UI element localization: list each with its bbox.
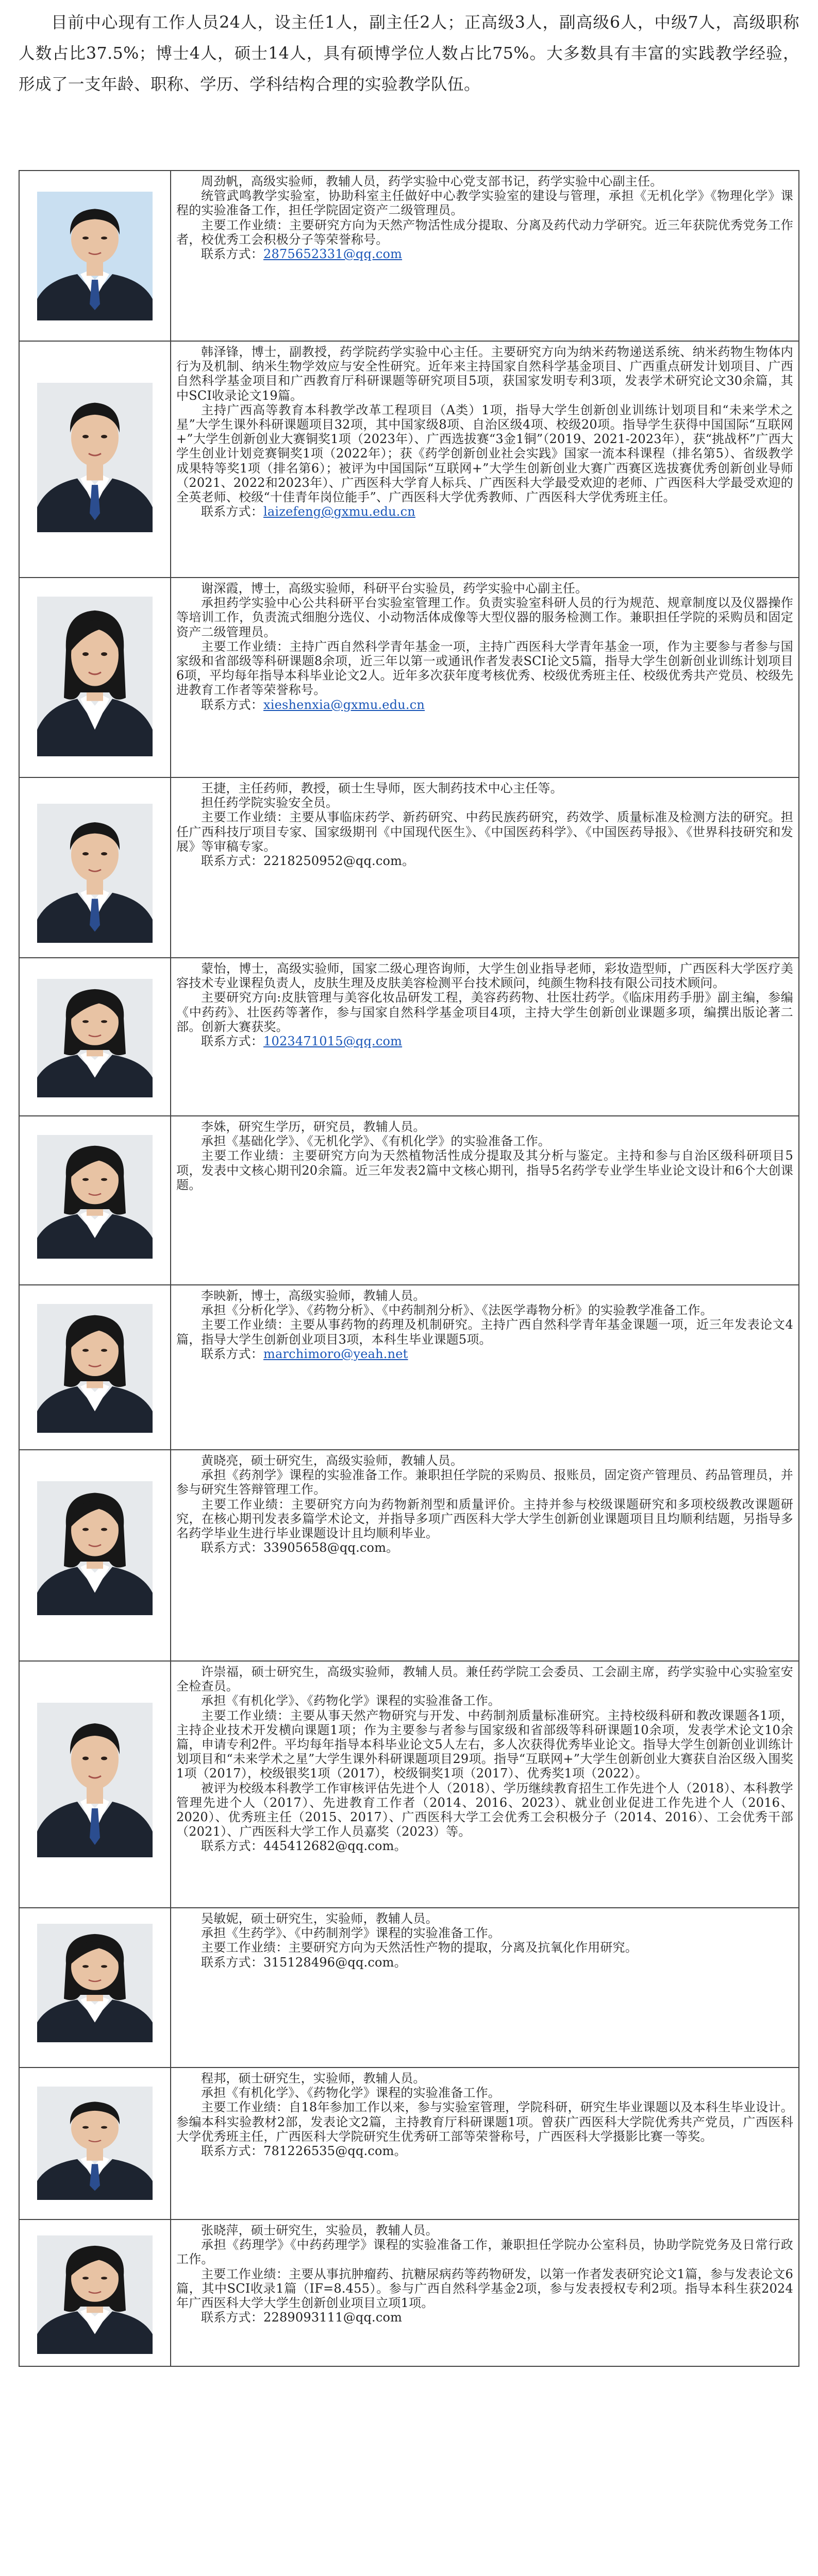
bio-cell xyxy=(171,578,799,777)
contact-label: 联系方式： xyxy=(201,854,263,869)
photo-cell xyxy=(19,1661,171,1908)
photo-cell xyxy=(19,777,171,958)
photo-cell xyxy=(19,341,171,578)
bio-cell xyxy=(171,2067,799,2219)
bio-paragraph: 谢深霞，博士，高级实验师，科研平台实验员，药学实验中心副主任。 xyxy=(201,581,588,596)
photo-cell xyxy=(19,958,171,1116)
portrait-photo xyxy=(37,804,153,943)
bio-paragraph: 吴敏妮，硕士研究生，实验师，教辅人员。 xyxy=(201,1911,438,1926)
photo-cell xyxy=(19,578,171,777)
bio-cell xyxy=(171,1661,799,1908)
contact-label: 联系方式： xyxy=(201,697,263,712)
contact-line xyxy=(176,247,793,261)
contact-line xyxy=(176,1034,793,1048)
portrait-photo xyxy=(37,1924,153,2042)
contact-line xyxy=(176,1540,793,1555)
bio-paragraph: 李映新，博士，高级实验师，教辅人员。 xyxy=(201,1289,426,1303)
bio-paragraph: 张晓萍，硕士研究生，实验员，教辅人员。 xyxy=(201,2223,438,2238)
bio-paragraph: 李姝，研究生学历，研究员，教辅人员。 xyxy=(201,1120,426,1134)
contact-line xyxy=(176,854,793,868)
bio-paragraph: 韩泽锋，博士，副教授，药学院药学实验中心主任。主要研究方向为纳米药物递送系统、纳米药物生物体内行为及机制、纳米生物学效应与安全性研究。近年来主持国家自然科学基金项目、广西重点研发计划项目、广西自然科学基金项目和广西教育厅科研课题等研究项目5项，获国家发明专利3项，发表学术研究论文30余篇，其中SCI收录论文19篇。 xyxy=(176,345,793,403)
portrait-photo xyxy=(37,1135,153,1259)
photo-cell xyxy=(19,171,171,341)
bio-paragraph: 蒙怡，博士，高级实验师，国家二级心理咨询师，大学生创业指导老师，彩妆造型师，广西医科大学医疗美容技术专业课程负责人，皮肤生理及皮肤美容检测平台技术顾问，纯颜生物科技有限公司技术顾问。 xyxy=(176,961,793,991)
bio-paragraph: 主要工作业绩：主要从事药物的药理及机制研究。主持广西自然科学青年基金课题一项，近三年发表论文4篇，指导大学生创新创业项目3项，本科生毕业课题5项。 xyxy=(176,1317,793,1347)
contact-label: 联系方式： xyxy=(201,247,263,262)
staff-row xyxy=(19,2219,799,2366)
bio-paragraph: 主要研究方向:皮肤管理与美容化妆品研发工程，美容药药物、壮医壮药学。《临床用药手册》副主编，参编《中药药》、壮医药等著作，参与国家自然科学基金项目4项，主持大学生创新创业课题多项，编撰出版论著二部。创新大赛获奖。 xyxy=(176,990,793,1034)
email-link[interactable]: xieshenxia@gxmu.edu.cn xyxy=(263,697,425,712)
portrait-photo xyxy=(37,1481,153,1615)
portrait-photo xyxy=(37,383,153,532)
bio-cell xyxy=(171,1285,799,1450)
bio-paragraph: 主要工作业绩：主持广西自然科学青年基金一项，主持广西医科大学青年基金一项，作为主要参与者参与国家级和省部级等科研课题8余项，近三年以第一或通讯作者发表SCI论文5篇，指导大学生创新创业训练计划项目6项，平均每年指导本科毕业论文2人。近年多次获年度考核优秀、校级优秀班主任、校级优秀共产党员、校级先进教育工作者等荣誉称号。 xyxy=(176,639,793,698)
photo-cell xyxy=(19,1450,171,1661)
portrait-photo xyxy=(37,1703,153,1857)
contact-value: 315128496@qq.com。 xyxy=(263,1955,407,1970)
contact-line xyxy=(176,1347,793,1361)
email-link[interactable]: marchimoro@yeah.net xyxy=(263,1346,408,1361)
staff-row xyxy=(19,1116,799,1285)
bio-paragraph: 主要工作业绩：主要研究方向为天然产物活性成分提取、分离及药代动力学研究。近三年获院优秀党务工作者，校优秀工会积极分子等荣誉称号。 xyxy=(176,217,793,247)
bio-paragraph: 主要工作业绩：主要从事抗肿瘤药、抗糖尿病药等药物研发，以第一作者发表研究论文1篇，参与发表论文6篇，其中SCI收录1篇（IF=8.455）。参与广西自然科学基金2项，参与发表授权专利2项。指导本科生获2024年广西医科大学大学生创新创业项目立项1项。 xyxy=(176,2266,793,2311)
contact-value: 2289093111@qq.com xyxy=(263,2310,403,2325)
staff-row xyxy=(19,578,799,777)
staff-row xyxy=(19,1285,799,1450)
staff-row xyxy=(19,1450,799,1661)
bio-cell xyxy=(171,171,799,341)
contact-label: 联系方式： xyxy=(201,1955,263,1970)
bio-cell xyxy=(171,958,799,1116)
bio-paragraph: 承担《药剂学》课程的实验准备工作。兼职担任学院的采购员、报账员，固定资产管理员、药品管理员，并参与研究生答辩管理工作。 xyxy=(176,1468,793,1497)
photo-cell xyxy=(19,1908,171,2067)
bio-paragraph: 承担《有机化学》、《药物化学》课程的实验准备工作。 xyxy=(201,1693,500,1708)
staff-row xyxy=(19,171,799,341)
bio-paragraph: 主持广西高等教育本科教学改革工程项目（A类）1项，指导大学生创新创业训练计划项目和“未来学术之星”大学生课外科研课题项目32项，其中国家级8项、自治区级4项、校级20项。指导学生获得中国国际“互联网+”大学生创新创业大赛铜奖1项（2023年）、广西选拔赛“3金1铜”（2019、2021-2023年），获“挑战杯”广西大学生创业计划竞赛铜奖1项（2022年）；获《药学创新创业社会实践》国家一流本科课程（排名第5）、省级教学成果特等奖1项（排名第6）；被评为中国国际“互联网+”大学生创新创业大赛广西赛区选拔赛优秀创新创业导师（2021、2022和2023年）、广西医科大学育人标兵、广西医科大学最受欢迎的老师、广西医科大学最受欢迎的全英老师、校级“十佳青年岗位能手”、广西医科大学优秀教师、广西医科大学优秀班主任。 xyxy=(176,402,793,505)
intro-paragraph: 目前中心现有工作人员24人，设主任1人，副主任2人；正高级3人，副高级6人，中级7人，高级职称人数占比37.5%；博士4人，硕士14人，具有硕博学位人数占比75%。大多数具有丰富的实践教学经验，形成了一支年龄、职称、学历、学科结构合理的实验教学队伍。 xyxy=(19,13,799,94)
staff-row xyxy=(19,2067,799,2219)
email-link[interactable]: 1023471015@qq.com xyxy=(263,1034,403,1049)
bio-cell xyxy=(171,777,799,958)
contact-label: 联系方式： xyxy=(201,504,263,519)
photo-cell xyxy=(19,1116,171,1285)
bio-paragraph: 黄晓亮，硕士研究生，高级实验师，教辅人员。 xyxy=(201,1453,463,1468)
bio-paragraph: 程邦，硕士研究生，实验师，教辅人员。 xyxy=(201,2071,426,2086)
contact-label: 联系方式： xyxy=(201,2310,263,2325)
bio-paragraph: 主要工作业绩：主要研究方向为天然植物活性成分提取及其分析与鉴定。主持和参与自治区级科研项目5项，发表中文核心期刊20余篇。近三年发表2篇中文核心期刊，指导5名药学专业学生毕业论文设计和6个大创课题。 xyxy=(176,1148,793,1192)
contact-value: 445412682@qq.com。 xyxy=(263,1839,407,1854)
bio-paragraph: 统管武鸣教学实验室，协助科室主任做好中心教学实验室的建设与管理，承担《无机化学》《物理化学》课程的实验准备工作，担任学院固定资产二级管理员。 xyxy=(176,189,793,218)
bio-paragraph: 王捷，主任药师，教授，硕士生导师，医大制药技术中心主任等。 xyxy=(201,781,563,795)
email-link[interactable]: laizefeng@gxmu.edu.cn xyxy=(263,504,415,519)
bio-paragraph: 主要工作业绩：主要研究方向为天然活性产物的提取，分离及抗氧化作用研究。 xyxy=(201,1940,638,1955)
contact-label: 联系方式： xyxy=(201,1346,263,1361)
contact-line xyxy=(176,698,793,712)
portrait-photo xyxy=(37,2235,153,2354)
portrait-photo xyxy=(37,192,153,320)
bio-paragraph: 担任药学院实验安全员。 xyxy=(201,795,339,810)
photo-cell xyxy=(19,2067,171,2219)
bio-paragraph: 承担《分析化学》、《药物分析》、《中药制剂分析》、《法医学毒物分析》的实验教学准备工作。 xyxy=(201,1303,713,1318)
portrait-photo xyxy=(37,2087,153,2200)
portrait-photo xyxy=(37,1304,153,1433)
bio-paragraph: 承担《生药学》、《中药制剂学》课程的实验准备工作。 xyxy=(201,1926,500,1941)
photo-cell xyxy=(19,2219,171,2366)
staff-row xyxy=(19,958,799,1116)
bio-paragraph: 周劲帆，高级实验师，教辅人员，药学实验中心党支部书记，药学实验中心副主任。 xyxy=(201,174,663,189)
bio-cell xyxy=(171,1908,799,2067)
contact-label: 联系方式： xyxy=(201,1839,263,1854)
bio-paragraph: 承担《基础化学》、《无机化学》、《有机化学》的实验准备工作。 xyxy=(201,1134,550,1149)
contact-value: 33905658@qq.com。 xyxy=(263,1540,399,1555)
bio-cell xyxy=(171,341,799,578)
portrait-photo xyxy=(37,979,153,1097)
staff-table xyxy=(19,170,799,2367)
bio-cell xyxy=(171,1450,799,1661)
staff-row xyxy=(19,1908,799,2067)
bio-paragraph: 主要工作业绩：主要从事临床药学、新药研究、中药民族药研究，药效学、质量标准及检测方法的研究。担任广西科技厅项目专家、国家级期刊《中国现代医生》、《中国医药科学》、《中国医药导报》、《世界科技研究和发展》等审稿专家。 xyxy=(176,810,793,854)
email-link[interactable]: 2875652331@qq.com xyxy=(263,247,403,262)
contact-label: 联系方式： xyxy=(201,1034,263,1049)
bio-paragraph: 主要工作业绩：自18年参加工作以来，参与实验室管理，学院科研，研究生毕业课题以及本科生毕业设计。参编本科实验教材2部，发表论文2篇，主持教育厅科研课题1项。曾获广西医科大学院优秀共产党员，广西医科大学优秀班主任，广西医科大学院研究生优秀研工部等荣誉称号，广西医科大学摄影比赛一等奖。 xyxy=(176,2100,793,2144)
photo-cell xyxy=(19,1285,171,1450)
bio-paragraph: 许崇福，硕士研究生，高级实验师，教辅人员。兼任药学院工会委员、工会副主席，药学实验中心实验室安全检查员。 xyxy=(176,1665,793,1694)
bio-paragraph: 主要工作业绩：主要从事天然产物研究与开发、中药制剂质量标准研究。主持校级科研和教改课题各1项，主持企业技术开发横向课题1项；作为主要参与者参与国家级和省部级等科研课题10余项，发表学术论文10余篇，申请专利2件。平均每年指导本科毕业论文5人左右，多人次获得优秀毕业论文。指导大学生创新创业训练计划项目和“未来学术之星”大学生课外科研课题项目29项。指导“互联网+”大学生创新创业大赛获自治区级入围奖1项（2017），校级银奖1项（2017），校级铜奖1项（2017）、优秀奖1项（2022）。 xyxy=(176,1708,793,1781)
bio-paragraph: 被评为校级本科教学工作审核评估先进个人（2018）、学历继续教育招生工作先进个人（2018）、本科教学管理先进个人（2017）、先进教育工作者（2014、2016、2023）、就业创业促进工作先进个人（2016、2020）、优秀班主任（2015、2017）、广西医科大学工会优秀工会积极分子（2014、2016）、工会优秀干部（2021）、广西医科大学工作人员嘉奖（2023）等。 xyxy=(176,1781,793,1839)
contact-line xyxy=(176,1955,793,1970)
staff-row xyxy=(19,341,799,578)
bio-paragraph: 承担药学实验中心公共科研平台实验室管理工作。负责实验室科研人员的行为规范、规章制度以及仪器操作等培训工作，负责流式细胞分选仪、小动物活体成像等大型仪器的服务检测工作。兼职担任学院的采购员和固定资产二级管理员。 xyxy=(176,596,793,639)
bio-paragraph: 承担《药理学》《中药药理学》课程的实验准备工作，兼职担任学院办公室科员，协助学院党务及日常行政工作。 xyxy=(176,2238,793,2267)
contact-value: 2218250952@qq.com。 xyxy=(263,854,415,869)
bio-cell xyxy=(171,2219,799,2366)
bio-cell xyxy=(171,1116,799,1285)
contact-value: 781226535@qq.com。 xyxy=(263,2144,407,2159)
staff-row xyxy=(19,1661,799,1908)
portrait-photo xyxy=(37,597,153,756)
contact-line xyxy=(176,1839,793,1853)
contact-label: 联系方式： xyxy=(201,2144,263,2159)
contact-line xyxy=(176,2144,793,2158)
contact-line xyxy=(176,504,793,519)
staff-row xyxy=(19,777,799,958)
bio-paragraph: 承担《有机化学》、《药物化学》课程的实验准备工作。 xyxy=(201,2086,500,2100)
bio-paragraph: 主要工作业绩：主要研究方向为药物新剂型和质量评价。主持并参与校级课题研究和多项校级教改课题研究，在核心期刊发表多篇学术论文，并指导多项广西医科大学大学生创新创业课题项目且均顺利结题，另指导多名药学毕业生进行毕业课题设计且均顺利毕业。 xyxy=(176,1497,793,1541)
contact-label: 联系方式： xyxy=(201,1540,263,1555)
contact-line xyxy=(176,2310,793,2325)
